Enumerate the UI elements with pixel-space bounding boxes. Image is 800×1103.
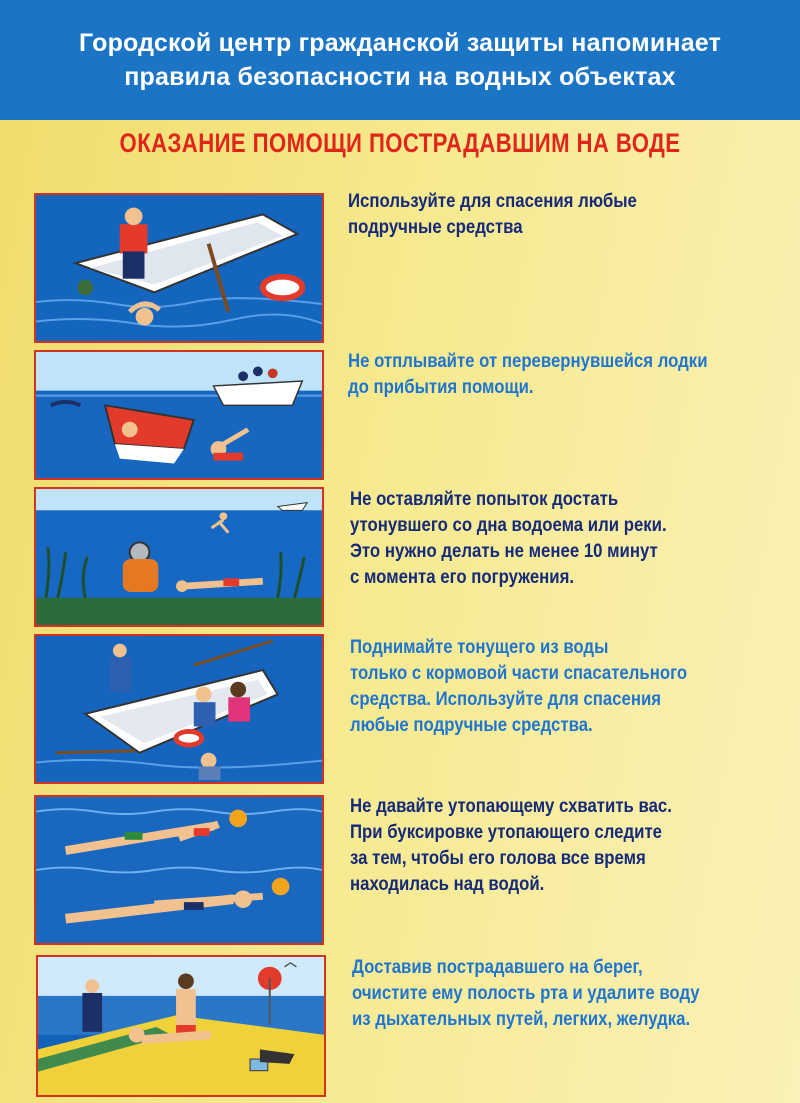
rule-5-line-1: Не давайте утопающему схватить вас.	[350, 795, 672, 817]
rule-6-line-3: из дыхательных путей, легких, желудка.	[352, 1008, 691, 1030]
header-banner	[0, 0, 800, 120]
illustration-shore-first-aid	[36, 955, 326, 1097]
rule-4-line-2: только с кормовой части спасательного	[350, 662, 688, 684]
rule-6-text	[352, 954, 700, 1032]
section-title: ОКАЗАНИЕ ПОМОЩИ ПОСТРАДАВШИМ НА ВОДЕ	[119, 128, 681, 158]
rule-3-line-2: утонувшего со дна водоема или реки.	[350, 514, 667, 536]
rule-4-line-4: любые подручные средства.	[350, 714, 593, 736]
illustration-towing	[34, 795, 324, 945]
rule-6-line-1: Доставив пострадавшего на берег,	[352, 956, 643, 978]
rule-5-line-3: за тем, чтобы его голова все время	[350, 847, 646, 869]
illustration-overturned-boat	[34, 350, 324, 480]
rule-1-text	[348, 188, 637, 240]
rule-2-line-1: Не отплывайте от перевернувшейся лодки	[348, 350, 708, 372]
rule-4-line-1: Поднимайте тонущего из воды	[350, 636, 609, 658]
rule-1-line-1: Используйте для спасения любые	[348, 190, 637, 212]
rule-2-text	[348, 348, 708, 400]
rule-5-line-2: При буксировке утопающего следите	[350, 821, 662, 843]
illustration-diver-search	[34, 487, 324, 627]
rule-1-line-2: подручные средства	[348, 216, 523, 238]
rule-3-text	[350, 486, 667, 590]
rule-5-line-4: находилась над водой.	[350, 873, 545, 895]
illustration-boat-rescue	[34, 193, 324, 343]
illustration-stern-rescue	[34, 634, 324, 784]
rule-3-line-4: с момента его погружения.	[350, 566, 575, 588]
header-line-1: Городской центр гражданской защиты напоминает	[78, 29, 722, 57]
rule-2-line-2: до прибытия помощи.	[348, 376, 534, 398]
rule-4-text	[350, 634, 687, 738]
rule-6-line-2: очистите ему полость рта и удалите воду	[352, 982, 700, 1004]
header-line-2: правила безопасности на водных объектах	[124, 63, 676, 91]
rule-3-line-1: Не оставляйте попыток достать	[350, 488, 619, 510]
rule-5-text	[350, 793, 672, 897]
rule-4-line-3: средства. Используйте для спасения	[350, 688, 662, 710]
rule-3-line-3: Это нужно делать не менее 10 минут	[350, 540, 658, 562]
